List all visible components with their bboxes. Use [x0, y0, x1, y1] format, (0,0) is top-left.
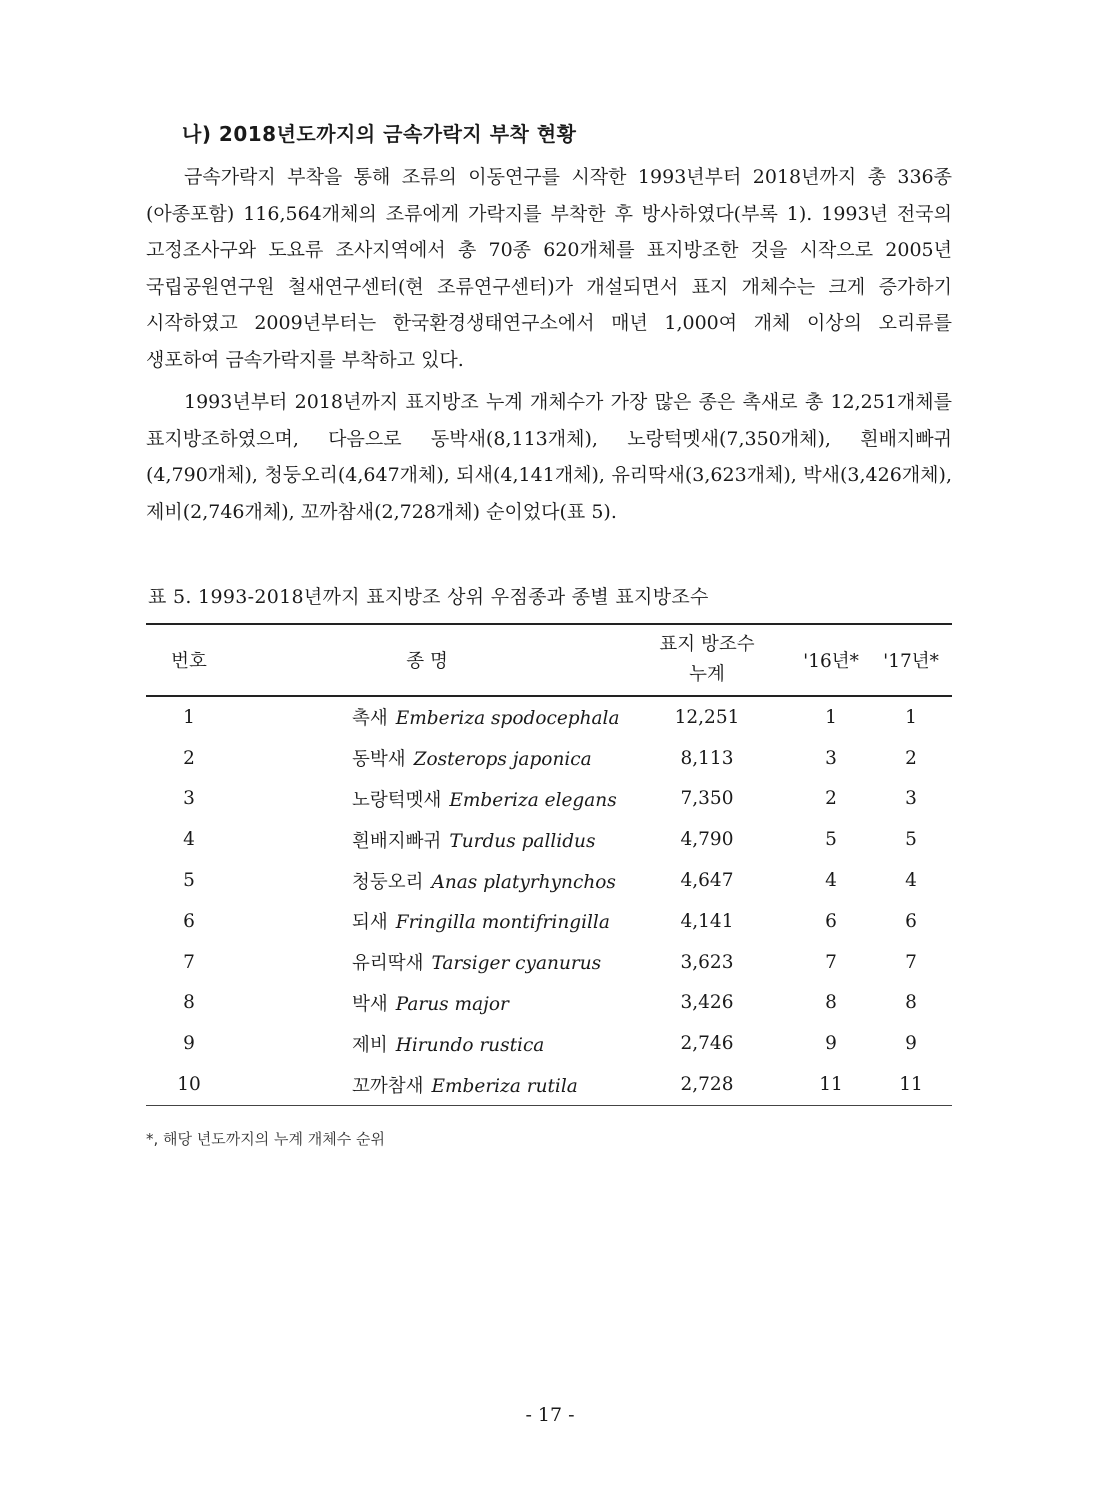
- cell-total: 4,647: [680, 870, 734, 892]
- table-caption: 표 5. 1993-2018년까지 표지방조 상위 우점종과 종별 표지방조수: [148, 586, 709, 608]
- table-row: [146, 942, 952, 983]
- cell-no: 5: [183, 870, 195, 892]
- table-row: [146, 738, 952, 779]
- cell-total: 3,623: [680, 951, 734, 973]
- header-total-line2: 누계: [689, 664, 725, 685]
- species-korean-name: 되새: [352, 912, 388, 934]
- cell-rank-2016: 5: [825, 829, 837, 851]
- table-row: [146, 860, 952, 901]
- cell-total: 2,728: [622, 1064, 792, 1105]
- cell-rank-2017: 3: [905, 788, 917, 810]
- cell-species: [232, 738, 622, 779]
- species-scientific-name: Tarsiger cyanurus: [431, 953, 602, 975]
- cell-species: [232, 1064, 622, 1105]
- table-row: [146, 819, 952, 860]
- section-title: 나) 2018년도까지의 금속가락지 부착 현황: [182, 122, 577, 146]
- table-footnote: *, 해당 년도까지의 누계 개체수 순위: [146, 1129, 385, 1148]
- page-number: - 17 -: [525, 1404, 575, 1426]
- cell-rank-2016: 7: [825, 951, 837, 973]
- species-scientific-name: Zosterops japonica: [413, 749, 592, 771]
- paragraph-1: 금속가락지 부착을 통해 조류의 이동연구를 시작한 1993년부터 2018년까지 총 336종(아종포함) 116,564개체의 조류에게 가락지를 부착한 후 방사하였다(부록 1). 1993년 전국의 고정조사구와 도요류 조사지역에서 총 70종 620개체를 표지방조한 것을 시작으로 2005년 국립공원연구원 철새연구센터(현 조류연구센터)가 개설되면서 표지 개체수는 크게 증가하기 시작하였고 2009년부터는 한국환경생태연구소에서 매년 1,000여 개체 이상의 오리류를 생포하여 금속가락지를 부착하고 있다.: [146, 166, 952, 371]
- cell-rank-2017: 9: [905, 1033, 917, 1055]
- cell-total: 12,251: [674, 706, 740, 728]
- cell-rank-2017: 5: [905, 829, 917, 851]
- cell-species: [232, 942, 622, 983]
- cell-rank-2016: 1: [825, 706, 837, 728]
- species-scientific-name: Anas platyrhynchos: [431, 871, 616, 893]
- species-scientific-name: Fringilla montifringilla: [395, 912, 610, 934]
- cell-no: 7: [183, 951, 195, 973]
- header-2017: '17년*: [870, 624, 952, 696]
- table-body: [146, 696, 952, 1105]
- cell-rank-2016: 8: [825, 992, 837, 1014]
- table-row: [146, 983, 952, 1024]
- paragraph-2: 1993년부터 2018년까지 표지방조 누계 개체수가 가장 많은 종은 촉새로 총 12,251개체를 표지방조하였으며, 다음으로 동박새(8,113개체), 노랑턱멧새(7,350개체), 흰배지빠귀(4,790개체), 청둥오리(4,647개체), 되새(4,141개체), 유리딱새(3,623개체), 박새(3,426개체), 제비(2,746개체), 꼬까참새(2,728개체) 순이었다(표 5).: [146, 391, 952, 523]
- cell-no: 2: [183, 747, 195, 769]
- cell-rank-2016: 11: [792, 1064, 870, 1105]
- species-scientific-name: Parus major: [395, 993, 509, 1015]
- cell-rank-2017: 2: [905, 747, 917, 769]
- species-korean-name: 동박새: [352, 749, 406, 771]
- table-row: [146, 901, 952, 942]
- species-korean-name: 제비: [352, 1034, 388, 1056]
- table-row: [146, 1023, 952, 1064]
- cell-total: 3,426: [680, 992, 734, 1014]
- cell-rank-2017: 6: [905, 910, 917, 932]
- species-korean-name: 청둥오리: [352, 871, 424, 893]
- cell-rank-2017: 4: [905, 870, 917, 892]
- header-species: 종 명: [232, 624, 622, 696]
- cell-total: 4,790: [680, 829, 734, 851]
- cell-total: 4,141: [680, 910, 734, 932]
- cell-total: 2,746: [680, 1033, 734, 1055]
- cell-no: 9: [183, 1033, 195, 1055]
- cell-rank-2017: 11: [870, 1064, 952, 1105]
- cell-species: [232, 779, 622, 820]
- species-scientific-name: Emberiza rutila: [431, 1075, 578, 1097]
- cell-no: 6: [183, 910, 195, 932]
- species-korean-name: 유리딱새: [352, 953, 424, 975]
- species-scientific-name: Hirundo rustica: [395, 1034, 545, 1056]
- document-page: [146, 118, 952, 1149]
- banding-table: [146, 623, 952, 1106]
- species-korean-name: 촉새: [352, 708, 388, 730]
- species-korean-name: 박새: [352, 993, 388, 1015]
- header-total-line1: 표지 방조수: [659, 634, 755, 655]
- cell-rank-2016: 2: [825, 788, 837, 810]
- species-korean-name: 흰배지빠귀: [352, 830, 442, 852]
- species-scientific-name: Emberiza elegans: [449, 789, 617, 811]
- cell-rank-2016: 3: [825, 747, 837, 769]
- cell-rank-2017: 7: [905, 951, 917, 973]
- cell-rank-2016: 4: [825, 870, 837, 892]
- table-header-row: [146, 624, 952, 696]
- species-scientific-name: Emberiza spodocephala: [395, 708, 620, 730]
- header-2016: '16년*: [792, 624, 870, 696]
- cell-rank-2017: 1: [905, 706, 917, 728]
- cell-no: 1: [183, 706, 195, 728]
- cell-species: [232, 901, 622, 942]
- cell-rank-2017: 8: [905, 992, 917, 1014]
- cell-no: 4: [183, 829, 195, 851]
- cell-species: [232, 819, 622, 860]
- cell-species: [232, 696, 622, 738]
- cell-rank-2016: 6: [825, 910, 837, 932]
- species-korean-name: 꼬까참새: [352, 1075, 424, 1097]
- cell-species: [232, 1023, 622, 1064]
- cell-species: [232, 983, 622, 1024]
- cell-no: 3: [183, 788, 195, 810]
- species-scientific-name: Turdus pallidus: [449, 830, 596, 852]
- table-row: [146, 779, 952, 820]
- table-row: [146, 1064, 952, 1105]
- cell-total: 8,113: [680, 747, 734, 769]
- table-row: [146, 696, 952, 738]
- header-total: [622, 624, 792, 696]
- cell-species: [232, 860, 622, 901]
- cell-no: 8: [183, 992, 195, 1014]
- cell-no: 10: [146, 1064, 232, 1105]
- cell-total: 7,350: [680, 788, 734, 810]
- header-no: 번호: [146, 624, 232, 696]
- cell-rank-2016: 9: [825, 1033, 837, 1055]
- species-korean-name: 노랑턱멧새: [352, 789, 442, 811]
